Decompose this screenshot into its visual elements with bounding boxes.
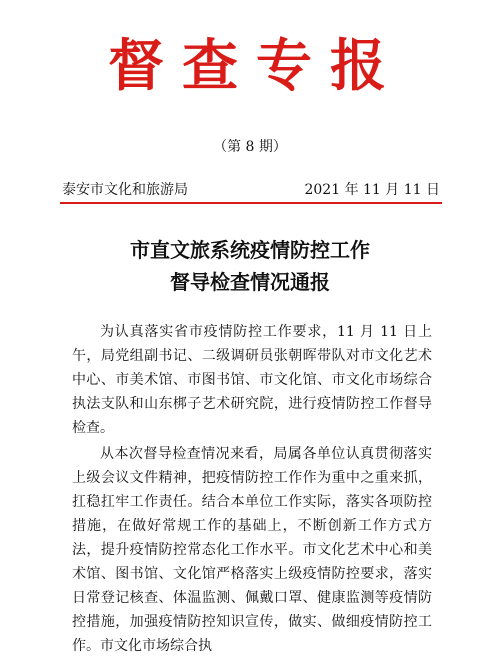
issue-number: （第 8 期） [213, 139, 287, 155]
report-body [72, 320, 432, 658]
masthead-title: 督查专报 [108, 33, 404, 99]
header-divider [60, 202, 442, 204]
report-title-line-2: 督导检查情况通报 [170, 270, 330, 294]
body-paragraph-1: 为认真落实省市疫情防控工作要求，11 月 11 日上午，局党组副书记、二级调研员张朝晖带队对市文化艺术中心、市美术馆、市图书馆、市文化馆、市文化市场综合执法支队和山东梆子艺术研究院，进行疫情防控工作督导检查。 [72, 324, 432, 436]
report-title [0, 234, 500, 298]
issue-date: 2021 年 11 月 11 日 [304, 182, 440, 198]
body-paragraph-2: 从本次督导检查情况来看，局属各单位认真贯彻落实上级会议文件精神，把疫情防控工作作为重中之重来抓，扛稳扛牢工作责任。结合本单位工作实际，落实各项防控措施，在做好常规工作的基础上，不断创新工作方式方法，提升疫情防控常态化工作水平。市文化艺术中心和美术馆、图书馆、文化馆严格落实上级疫情防控要求，落实日常登记核查、体温监测、佩戴口罩、健康监测等疫情防控措施，加强疫情防控知识宣传，做实、做细疫情防控工作。市文化市场综合执 [72, 446, 432, 654]
issuing-organization: 泰安市文化和旅游局 [62, 182, 188, 198]
report-title-line-1: 市直文旅系统疫情防控工作 [130, 238, 370, 262]
